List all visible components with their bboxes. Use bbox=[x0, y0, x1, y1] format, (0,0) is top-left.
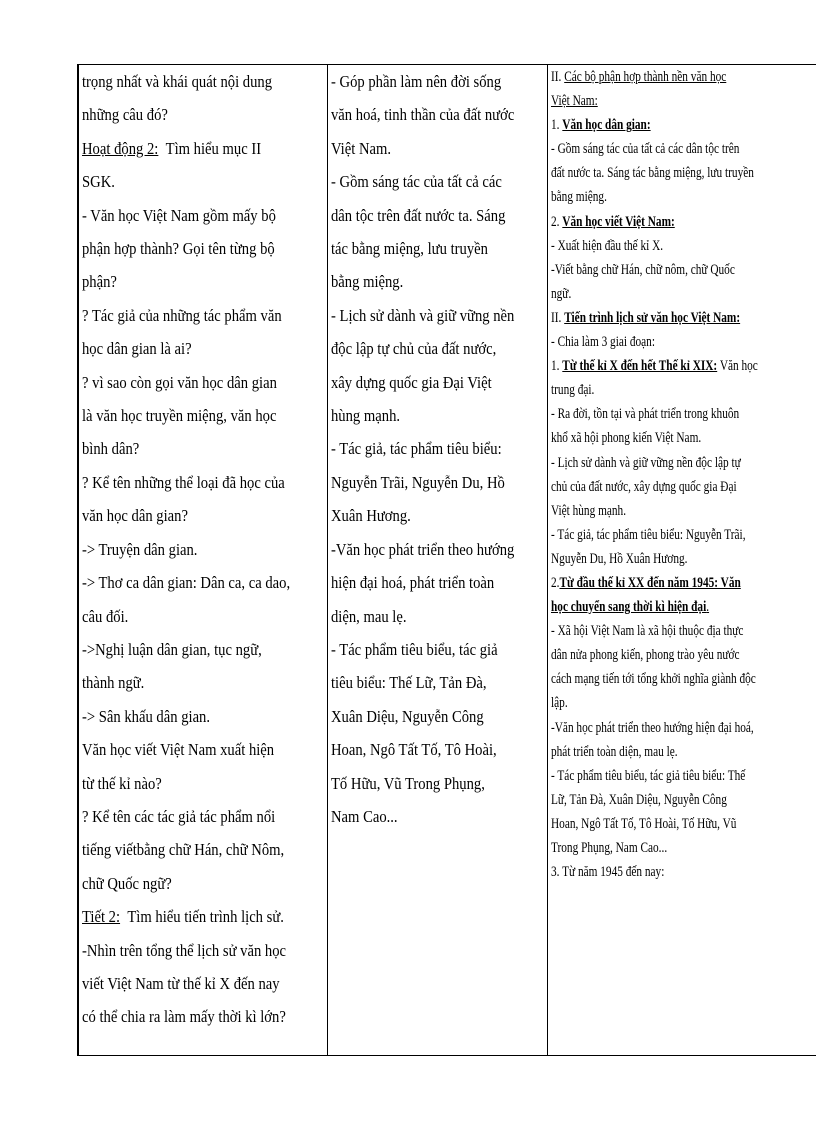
period-heading: 2.Từ đầu thế kỉ XX đến năm 1945: Văn bbox=[551, 574, 741, 591]
text-line: - Tác giả, tác phẩm tiêu biểu: bbox=[331, 439, 502, 459]
text-line: - Ra đời, tồn tại và phát triển trong khuôn bbox=[551, 406, 740, 423]
text-line: - Tác phẩm tiêu biểu, tác giả tiêu biểu: Thế bbox=[551, 767, 746, 784]
text-line: Hoan, Ngô Tất Tố, Tô Hoài, bbox=[331, 740, 497, 760]
text-line: -Nhìn trên tổng thể lịch sử văn học bbox=[82, 940, 287, 960]
text-line: Lữ, Tản Đà, Xuân Diệu, Nguyễn Công bbox=[551, 791, 728, 808]
text-line: độc lập tự chủ của đất nước, bbox=[331, 339, 497, 359]
text-line: - Lịch sử dành và giữ vững nền bbox=[331, 305, 515, 325]
text-line: bằng miệng. bbox=[551, 189, 608, 206]
text-line: khổ xã hội phong kiến Việt Nam. bbox=[551, 430, 702, 447]
text-line: Tố Hữu, Vũ Trong Phụng, bbox=[331, 773, 485, 793]
text-line: ? vì sao còn gọi văn học dân gian bbox=[82, 372, 277, 392]
text-line: đất nước ta. Sáng tác bằng miệng, lưu truyền bbox=[551, 165, 755, 182]
text-line: Nguyễn Du, Hồ Xuân Hương. bbox=[551, 550, 688, 567]
text-line: có thể chia ra làm mấy thời kì lớn? bbox=[82, 1007, 286, 1027]
text-line: Trong Phụng, Nam Cao... bbox=[551, 840, 668, 856]
section-heading: II. Các bộ phận hợp thành nền văn học bbox=[551, 69, 727, 85]
text-line: -Văn học phát triển theo hướng hiện đại hoá, bbox=[551, 719, 754, 736]
text-line: Tiết 2: Tìm hiểu tiến trình lịch sử. bbox=[82, 907, 284, 927]
text-line: Hoạt động 2: Tìm hiểu mục II bbox=[82, 138, 262, 158]
text-line: xây dựng quốc gia Đại Việt bbox=[331, 372, 492, 392]
text-line: lập. bbox=[551, 695, 568, 712]
period-heading: 1. Từ thế kỉ X đến hết Thế kỉ XIX: Văn học bbox=[551, 358, 759, 375]
period-heading: học chuyển sang thời kì hiện đại. bbox=[551, 599, 710, 616]
text-line: ? Kể tên các tác giả tác phẩm nổi bbox=[82, 806, 276, 826]
text-line: phận? bbox=[82, 272, 117, 292]
text-line: Việt Nam. bbox=[331, 138, 392, 158]
text-line: tiếng viếtbằng chữ Hán, chữ Nôm, bbox=[82, 840, 285, 860]
text-line: hiện đại hoá, phát triển toàn bbox=[331, 573, 495, 593]
text-line: dân nửa phong kiến, phong trào yêu nước bbox=[551, 647, 740, 664]
activity-column-cell bbox=[79, 65, 328, 1056]
text-line: - Xã hội Việt Nam là xã hội thuộc địa thực bbox=[551, 623, 744, 640]
text-line: Nguyễn Trãi, Nguyễn Du, Hồ bbox=[331, 472, 505, 492]
text-line: hùng mạnh. bbox=[331, 406, 401, 426]
text-line: - Tác giả, tác phẩm tiêu biểu: Nguyễn Trãi, bbox=[551, 526, 746, 543]
activity-label: Hoạt động 2: bbox=[82, 138, 159, 158]
text-line: - Góp phần làm nên đời sống bbox=[331, 72, 502, 91]
text-line: -> Sân khấu dân gian. bbox=[82, 706, 211, 726]
text-line: phát triển toàn diện, mau lẹ. bbox=[551, 743, 678, 760]
content-column-cell bbox=[328, 65, 548, 1056]
text-line: - Gồm sáng tác của tất cả các bbox=[331, 172, 502, 192]
text-line: ngữ. bbox=[551, 285, 572, 302]
text-line: là văn học truyền miệng, văn học bbox=[82, 406, 277, 426]
text-line: Xuân Hương. bbox=[331, 506, 411, 526]
text-line: chữ Quốc ngữ? bbox=[82, 873, 172, 893]
subsection-heading: 2. Văn học viết Việt Nam: bbox=[551, 213, 675, 230]
text-line: ? Tác giả của những tác phẩm văn bbox=[82, 305, 282, 325]
text-line: câu đối. bbox=[82, 606, 129, 626]
text-line: SGK. bbox=[82, 172, 115, 192]
text-line: Hoan, Ngô Tất Tố, Tô Hoài, Tố Hữu, Vũ bbox=[551, 815, 737, 832]
text-line: - Xuất hiện đầu thế kỉ X. bbox=[551, 237, 664, 254]
text-line: ? Kể tên những thể loại đã học của bbox=[82, 472, 285, 492]
text-line: ->Nghị luận dân gian, tục ngữ, bbox=[82, 639, 262, 659]
text-line: -> Truyện dân gian. bbox=[82, 539, 198, 559]
section-heading: II. Tiến trình lịch sử văn học Việt Nam: bbox=[551, 309, 741, 326]
summary-column-cell bbox=[548, 65, 816, 1056]
text-line: thành ngữ. bbox=[82, 673, 145, 693]
text-line: 3. Từ năm 1945 đến nay: bbox=[551, 864, 665, 881]
table-row bbox=[78, 65, 816, 1056]
text-line: học dân gian là ai? bbox=[82, 339, 192, 359]
text-line: tiêu biểu: Thế Lữ, Tản Đà, bbox=[331, 673, 487, 693]
text-line: trung đại. bbox=[551, 382, 595, 399]
text-line: bình dân? bbox=[82, 439, 140, 459]
text-line: -Viết bằng chữ Hán, chữ nôm, chữ Quốc bbox=[551, 261, 736, 278]
text-line: dân tộc trên đất nước ta. Sáng bbox=[331, 205, 506, 225]
text-line: cách mạng tiến tới tổng khởi nghĩa giành độc bbox=[551, 671, 757, 688]
text-line: -Văn học phát triển theo hướng bbox=[331, 539, 515, 559]
text-line: văn hoá, tinh thần của đất nước bbox=[331, 105, 515, 125]
text-line: từ thế kỉ nào? bbox=[82, 773, 162, 793]
text-line: Xuân Diệu, Nguyễn Công bbox=[331, 706, 484, 726]
text-line: -> Thơ ca dân gian: Dân ca, ca dao, bbox=[82, 573, 291, 593]
text-line: viết Việt Nam từ thế kỉ X đến nay bbox=[82, 973, 280, 993]
text-line: - Văn học Việt Nam gồm mấy bộ bbox=[82, 205, 276, 225]
text-line: diện, mau lẹ. bbox=[331, 606, 407, 626]
text-line: Việt hùng mạnh. bbox=[551, 502, 627, 519]
text-line: - Tác phẩm tiêu biểu, tác giả bbox=[331, 639, 498, 659]
text-line: tác bằng miệng, lưu truyền bbox=[331, 239, 488, 259]
text-line: những câu đó? bbox=[82, 105, 168, 125]
text-line: chủ của đất nước, xây dựng quốc gia Đại bbox=[551, 478, 737, 495]
text-line: văn học dân gian? bbox=[82, 506, 188, 526]
text-line: bằng miệng. bbox=[331, 272, 404, 292]
text-line: - Chia làm 3 giai đoạn: bbox=[551, 334, 656, 351]
lesson-label: Tiết 2: bbox=[82, 907, 121, 927]
subsection-heading: 1. Văn học dân gian: bbox=[551, 117, 651, 134]
text-line: - Lịch sử dành và giữ vững nền độc lập tự bbox=[551, 454, 741, 471]
text-line: trọng nhất và khái quát nội dung bbox=[82, 72, 273, 91]
text-line: Văn học viết Việt Nam xuất hiện bbox=[82, 740, 275, 760]
lesson-table bbox=[77, 64, 816, 1056]
text-line: Nam Cao... bbox=[331, 806, 398, 826]
text-line: phận hợp thành? Gọi tên từng bộ bbox=[82, 239, 275, 259]
section-heading: Việt Nam: bbox=[551, 93, 598, 110]
text-line: - Gồm sáng tác của tất cả các dân tộc trên bbox=[551, 141, 740, 158]
